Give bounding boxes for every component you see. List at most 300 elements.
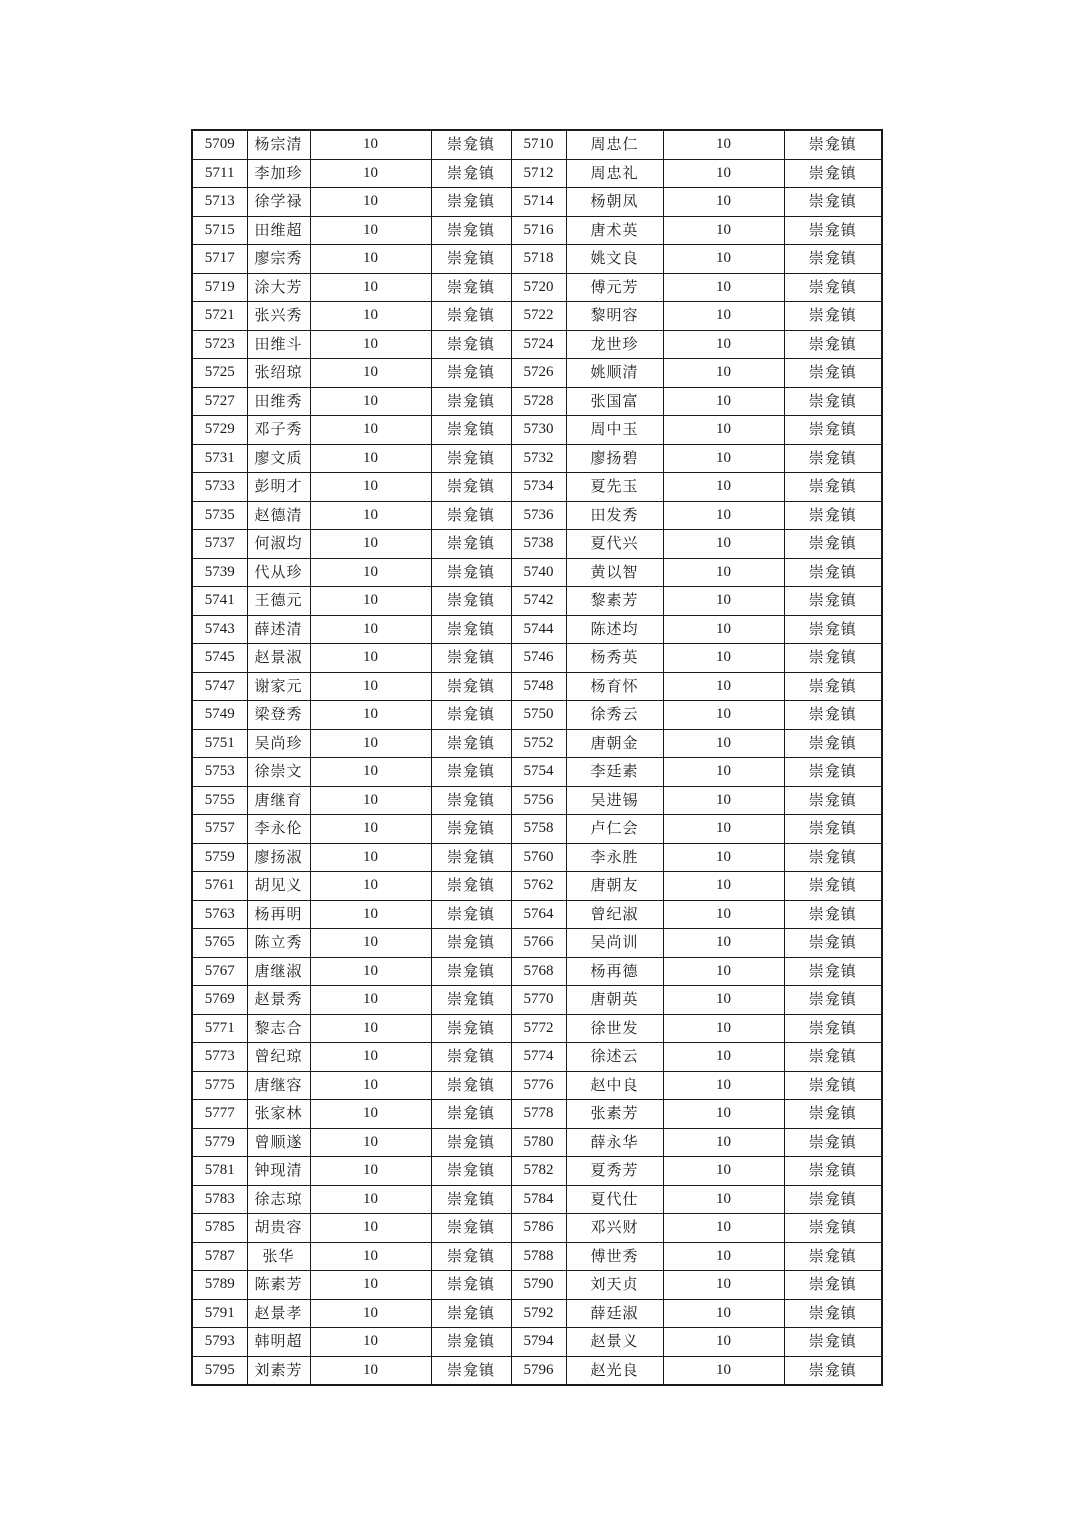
record-amount-left: 10 — [310, 644, 431, 673]
record-id-left: 5747 — [192, 672, 247, 701]
record-name-left: 唐继容 — [247, 1071, 310, 1100]
table-row — [192, 843, 882, 872]
record-name-right: 杨朝凤 — [566, 188, 663, 217]
record-town-right: 崇龛镇 — [784, 473, 882, 502]
record-town-right: 崇龛镇 — [784, 1242, 882, 1271]
record-amount-right: 10 — [663, 786, 784, 815]
record-town-left: 崇龛镇 — [431, 872, 511, 901]
record-amount-left: 10 — [310, 872, 431, 901]
record-id-right: 5720 — [511, 273, 566, 302]
record-id-left: 5757 — [192, 815, 247, 844]
record-id-left: 5775 — [192, 1071, 247, 1100]
record-town-right: 崇龛镇 — [784, 843, 882, 872]
record-id-left: 5755 — [192, 786, 247, 815]
table-row — [192, 130, 882, 159]
record-id-left: 5773 — [192, 1043, 247, 1072]
record-name-left: 曾纪琼 — [247, 1043, 310, 1072]
table-row — [192, 615, 882, 644]
record-name-left: 陈立秀 — [247, 929, 310, 958]
record-town-right: 崇龛镇 — [784, 815, 882, 844]
record-name-left: 黎志合 — [247, 1014, 310, 1043]
table-row — [192, 1356, 882, 1385]
record-amount-right: 10 — [663, 1185, 784, 1214]
record-name-left: 张兴秀 — [247, 302, 310, 331]
record-id-left: 5709 — [192, 130, 247, 159]
record-town-left: 崇龛镇 — [431, 558, 511, 587]
record-name-right: 赵中良 — [566, 1071, 663, 1100]
record-id-left: 5745 — [192, 644, 247, 673]
record-amount-left: 10 — [310, 957, 431, 986]
record-amount-left: 10 — [310, 815, 431, 844]
record-amount-right: 10 — [663, 1328, 784, 1357]
record-town-left: 崇龛镇 — [431, 986, 511, 1015]
record-id-right: 5760 — [511, 843, 566, 872]
record-name-left: 田维斗 — [247, 330, 310, 359]
record-id-left: 5749 — [192, 701, 247, 730]
record-name-left: 徐学禄 — [247, 188, 310, 217]
record-id-left: 5783 — [192, 1185, 247, 1214]
table-row — [192, 1128, 882, 1157]
table-row — [192, 1214, 882, 1243]
record-id-left: 5787 — [192, 1242, 247, 1271]
record-id-left: 5767 — [192, 957, 247, 986]
record-amount-left: 10 — [310, 330, 431, 359]
record-town-left: 崇龛镇 — [431, 1356, 511, 1385]
record-id-right: 5764 — [511, 900, 566, 929]
record-amount-left: 10 — [310, 729, 431, 758]
record-name-left: 杨再明 — [247, 900, 310, 929]
record-name-right: 夏代仕 — [566, 1185, 663, 1214]
table-row — [192, 444, 882, 473]
record-id-left: 5725 — [192, 359, 247, 388]
record-id-right: 5714 — [511, 188, 566, 217]
record-id-left: 5761 — [192, 872, 247, 901]
record-name-left: 田维超 — [247, 216, 310, 245]
record-amount-left: 10 — [310, 1128, 431, 1157]
table-row — [192, 1157, 882, 1186]
record-id-left: 5715 — [192, 216, 247, 245]
record-name-left: 彭明才 — [247, 473, 310, 502]
record-amount-left: 10 — [310, 444, 431, 473]
record-name-left: 胡见义 — [247, 872, 310, 901]
table-row — [192, 530, 882, 559]
record-name-left: 赵景孝 — [247, 1299, 310, 1328]
record-id-right: 5728 — [511, 387, 566, 416]
record-amount-right: 10 — [663, 188, 784, 217]
record-name-right: 唐朝金 — [566, 729, 663, 758]
record-name-right: 周忠仁 — [566, 130, 663, 159]
record-amount-right: 10 — [663, 758, 784, 787]
record-town-right: 崇龛镇 — [784, 330, 882, 359]
record-name-left: 韩明超 — [247, 1328, 310, 1357]
record-name-right: 周中玉 — [566, 416, 663, 445]
record-town-right: 崇龛镇 — [784, 615, 882, 644]
record-amount-left: 10 — [310, 672, 431, 701]
record-town-right: 崇龛镇 — [784, 444, 882, 473]
record-id-right: 5750 — [511, 701, 566, 730]
record-amount-right: 10 — [663, 273, 784, 302]
record-id-right: 5780 — [511, 1128, 566, 1157]
table-row — [192, 245, 882, 274]
record-id-right: 5788 — [511, 1242, 566, 1271]
record-amount-right: 10 — [663, 1157, 784, 1186]
record-id-right: 5758 — [511, 815, 566, 844]
record-id-left: 5741 — [192, 587, 247, 616]
record-amount-left: 10 — [310, 245, 431, 274]
record-amount-right: 10 — [663, 644, 784, 673]
record-id-right: 5740 — [511, 558, 566, 587]
record-id-left: 5739 — [192, 558, 247, 587]
record-town-left: 崇龛镇 — [431, 587, 511, 616]
record-id-right: 5748 — [511, 672, 566, 701]
record-id-right: 5774 — [511, 1043, 566, 1072]
record-amount-left: 10 — [310, 501, 431, 530]
record-id-right: 5736 — [511, 501, 566, 530]
record-name-right: 姚文良 — [566, 245, 663, 274]
record-amount-right: 10 — [663, 587, 784, 616]
record-town-left: 崇龛镇 — [431, 530, 511, 559]
record-id-left: 5769 — [192, 986, 247, 1015]
record-amount-right: 10 — [663, 359, 784, 388]
record-town-left: 崇龛镇 — [431, 701, 511, 730]
record-id-right: 5770 — [511, 986, 566, 1015]
record-town-left: 崇龛镇 — [431, 1242, 511, 1271]
record-town-right: 崇龛镇 — [784, 359, 882, 388]
record-id-right: 5726 — [511, 359, 566, 388]
record-name-right: 李廷素 — [566, 758, 663, 787]
record-town-right: 崇龛镇 — [784, 672, 882, 701]
record-town-right: 崇龛镇 — [784, 1128, 882, 1157]
table-row — [192, 1242, 882, 1271]
record-town-left: 崇龛镇 — [431, 1100, 511, 1129]
record-town-right: 崇龛镇 — [784, 1299, 882, 1328]
record-id-right: 5732 — [511, 444, 566, 473]
record-amount-right: 10 — [663, 843, 784, 872]
table-row — [192, 1100, 882, 1129]
table-row — [192, 501, 882, 530]
record-id-left: 5743 — [192, 615, 247, 644]
record-name-left: 杨宗清 — [247, 130, 310, 159]
record-town-left: 崇龛镇 — [431, 957, 511, 986]
record-name-left: 何淑均 — [247, 530, 310, 559]
record-id-left: 5785 — [192, 1214, 247, 1243]
record-id-right: 5762 — [511, 872, 566, 901]
record-id-left: 5777 — [192, 1100, 247, 1129]
record-id-left: 5711 — [192, 159, 247, 188]
record-town-right: 崇龛镇 — [784, 786, 882, 815]
table-row — [192, 330, 882, 359]
table-row — [192, 872, 882, 901]
record-id-right: 5772 — [511, 1014, 566, 1043]
record-name-right: 龙世珍 — [566, 330, 663, 359]
record-amount-right: 10 — [663, 302, 784, 331]
record-amount-right: 10 — [663, 387, 784, 416]
record-town-right: 崇龛镇 — [784, 188, 882, 217]
table-row — [192, 558, 882, 587]
record-amount-right: 10 — [663, 1014, 784, 1043]
record-amount-right: 10 — [663, 1271, 784, 1300]
record-town-right: 崇龛镇 — [784, 216, 882, 245]
record-amount-left: 10 — [310, 701, 431, 730]
record-id-right: 5712 — [511, 159, 566, 188]
record-id-left: 5729 — [192, 416, 247, 445]
record-amount-left: 10 — [310, 558, 431, 587]
record-amount-right: 10 — [663, 615, 784, 644]
record-id-right: 5754 — [511, 758, 566, 787]
record-id-left: 5751 — [192, 729, 247, 758]
record-town-left: 崇龛镇 — [431, 1271, 511, 1300]
record-id-left: 5723 — [192, 330, 247, 359]
record-amount-left: 10 — [310, 1043, 431, 1072]
record-name-left: 李永伦 — [247, 815, 310, 844]
record-name-left: 张华 — [247, 1242, 310, 1271]
roster-table — [191, 129, 883, 1386]
table-row — [192, 1043, 882, 1072]
record-id-right: 5746 — [511, 644, 566, 673]
record-id-right: 5752 — [511, 729, 566, 758]
record-town-left: 崇龛镇 — [431, 929, 511, 958]
table-row — [192, 416, 882, 445]
record-name-left: 赵景秀 — [247, 986, 310, 1015]
table-row — [192, 473, 882, 502]
table-row — [192, 159, 882, 188]
record-name-left: 徐崇文 — [247, 758, 310, 787]
record-town-left: 崇龛镇 — [431, 130, 511, 159]
record-amount-left: 10 — [310, 387, 431, 416]
record-town-right: 崇龛镇 — [784, 159, 882, 188]
record-name-right: 徐述云 — [566, 1043, 663, 1072]
record-name-left: 徐志琼 — [247, 1185, 310, 1214]
record-amount-right: 10 — [663, 900, 784, 929]
record-amount-left: 10 — [310, 1157, 431, 1186]
record-town-right: 崇龛镇 — [784, 530, 882, 559]
record-name-right: 徐秀云 — [566, 701, 663, 730]
record-amount-left: 10 — [310, 587, 431, 616]
record-name-right: 刘天贞 — [566, 1271, 663, 1300]
table-row — [192, 729, 882, 758]
record-town-left: 崇龛镇 — [431, 473, 511, 502]
record-town-right: 崇龛镇 — [784, 130, 882, 159]
record-amount-left: 10 — [310, 188, 431, 217]
record-amount-right: 10 — [663, 815, 784, 844]
record-town-left: 崇龛镇 — [431, 615, 511, 644]
record-name-right: 黎素芳 — [566, 587, 663, 616]
record-town-right: 崇龛镇 — [784, 587, 882, 616]
record-id-left: 5721 — [192, 302, 247, 331]
record-amount-left: 10 — [310, 1242, 431, 1271]
record-amount-right: 10 — [663, 672, 784, 701]
record-town-right: 崇龛镇 — [784, 1043, 882, 1072]
record-amount-right: 10 — [663, 1299, 784, 1328]
record-town-left: 崇龛镇 — [431, 159, 511, 188]
record-town-right: 崇龛镇 — [784, 957, 882, 986]
record-name-left: 王德元 — [247, 587, 310, 616]
record-id-right: 5768 — [511, 957, 566, 986]
record-town-left: 崇龛镇 — [431, 444, 511, 473]
record-amount-left: 10 — [310, 159, 431, 188]
record-town-right: 崇龛镇 — [784, 1014, 882, 1043]
record-name-right: 姚顺清 — [566, 359, 663, 388]
record-name-left: 张家林 — [247, 1100, 310, 1129]
record-id-left: 5795 — [192, 1356, 247, 1385]
record-amount-right: 10 — [663, 558, 784, 587]
record-town-left: 崇龛镇 — [431, 786, 511, 815]
record-town-left: 崇龛镇 — [431, 1157, 511, 1186]
record-town-left: 崇龛镇 — [431, 359, 511, 388]
record-name-left: 谢家元 — [247, 672, 310, 701]
record-amount-left: 10 — [310, 130, 431, 159]
table-row — [192, 273, 882, 302]
record-town-left: 崇龛镇 — [431, 216, 511, 245]
record-town-left: 崇龛镇 — [431, 729, 511, 758]
record-id-right: 5776 — [511, 1071, 566, 1100]
record-amount-right: 10 — [663, 1100, 784, 1129]
record-id-right: 5792 — [511, 1299, 566, 1328]
record-amount-right: 10 — [663, 1214, 784, 1243]
record-town-right: 崇龛镇 — [784, 900, 882, 929]
record-amount-left: 10 — [310, 1185, 431, 1214]
record-id-left: 5735 — [192, 501, 247, 530]
record-id-left: 5753 — [192, 758, 247, 787]
record-name-right: 李永胜 — [566, 843, 663, 872]
record-town-left: 崇龛镇 — [431, 900, 511, 929]
record-id-left: 5793 — [192, 1328, 247, 1357]
record-town-left: 崇龛镇 — [431, 1328, 511, 1357]
record-name-right: 薛永华 — [566, 1128, 663, 1157]
record-id-right: 5778 — [511, 1100, 566, 1129]
record-town-right: 崇龛镇 — [784, 273, 882, 302]
record-name-right: 周忠礼 — [566, 159, 663, 188]
table-row — [192, 1185, 882, 1214]
record-id-left: 5731 — [192, 444, 247, 473]
record-town-right: 崇龛镇 — [784, 387, 882, 416]
record-town-right: 崇龛镇 — [784, 758, 882, 787]
record-amount-right: 10 — [663, 330, 784, 359]
record-amount-right: 10 — [663, 444, 784, 473]
record-amount-right: 10 — [663, 929, 784, 958]
record-amount-right: 10 — [663, 1128, 784, 1157]
record-id-left: 5719 — [192, 273, 247, 302]
record-amount-left: 10 — [310, 1328, 431, 1357]
record-town-right: 崇龛镇 — [784, 558, 882, 587]
record-town-left: 崇龛镇 — [431, 1128, 511, 1157]
record-amount-right: 10 — [663, 159, 784, 188]
table-row — [192, 957, 882, 986]
record-town-right: 崇龛镇 — [784, 701, 882, 730]
record-amount-right: 10 — [663, 501, 784, 530]
record-id-right: 5756 — [511, 786, 566, 815]
record-town-right: 崇龛镇 — [784, 1185, 882, 1214]
record-name-right: 傅世秀 — [566, 1242, 663, 1271]
table-row — [192, 758, 882, 787]
record-amount-left: 10 — [310, 416, 431, 445]
record-name-right: 张国富 — [566, 387, 663, 416]
table-row — [192, 672, 882, 701]
record-name-right: 薛廷淑 — [566, 1299, 663, 1328]
record-name-left: 廖扬淑 — [247, 843, 310, 872]
record-amount-left: 10 — [310, 1299, 431, 1328]
table-row — [192, 1328, 882, 1357]
record-id-left: 5737 — [192, 530, 247, 559]
record-id-right: 5734 — [511, 473, 566, 502]
record-name-right: 傅元芳 — [566, 273, 663, 302]
record-town-right: 崇龛镇 — [784, 302, 882, 331]
record-id-left: 5717 — [192, 245, 247, 274]
record-id-left: 5727 — [192, 387, 247, 416]
record-town-right: 崇龛镇 — [784, 1271, 882, 1300]
record-id-right: 5710 — [511, 130, 566, 159]
record-amount-left: 10 — [310, 900, 431, 929]
table-row — [192, 900, 882, 929]
record-name-left: 廖文质 — [247, 444, 310, 473]
record-town-left: 崇龛镇 — [431, 1071, 511, 1100]
record-name-left: 赵景淑 — [247, 644, 310, 673]
record-id-right: 5724 — [511, 330, 566, 359]
record-amount-left: 10 — [310, 1014, 431, 1043]
table-row — [192, 587, 882, 616]
record-id-left: 5763 — [192, 900, 247, 929]
record-amount-left: 10 — [310, 473, 431, 502]
record-town-left: 崇龛镇 — [431, 1185, 511, 1214]
record-name-right: 杨再德 — [566, 957, 663, 986]
record-town-right: 崇龛镇 — [784, 1356, 882, 1385]
record-id-left: 5713 — [192, 188, 247, 217]
table-row — [192, 1299, 882, 1328]
record-town-right: 崇龛镇 — [784, 644, 882, 673]
record-name-right: 夏先玉 — [566, 473, 663, 502]
table-row — [192, 929, 882, 958]
record-amount-left: 10 — [310, 986, 431, 1015]
record-name-right: 夏代兴 — [566, 530, 663, 559]
record-name-left: 唐继淑 — [247, 957, 310, 986]
record-amount-left: 10 — [310, 273, 431, 302]
record-town-left: 崇龛镇 — [431, 330, 511, 359]
record-amount-left: 10 — [310, 359, 431, 388]
record-amount-left: 10 — [310, 530, 431, 559]
record-name-left: 赵德清 — [247, 501, 310, 530]
table-row — [192, 986, 882, 1015]
record-amount-left: 10 — [310, 758, 431, 787]
record-name-left: 钟现清 — [247, 1157, 310, 1186]
table-row — [192, 359, 882, 388]
record-town-left: 崇龛镇 — [431, 273, 511, 302]
record-name-right: 邓兴财 — [566, 1214, 663, 1243]
table-row — [192, 701, 882, 730]
record-name-right: 黄以智 — [566, 558, 663, 587]
record-town-right: 崇龛镇 — [784, 1328, 882, 1357]
record-id-left: 5765 — [192, 929, 247, 958]
record-id-left: 5759 — [192, 843, 247, 872]
record-amount-right: 10 — [663, 245, 784, 274]
record-town-left: 崇龛镇 — [431, 416, 511, 445]
record-town-left: 崇龛镇 — [431, 1043, 511, 1072]
record-town-right: 崇龛镇 — [784, 501, 882, 530]
record-town-right: 崇龛镇 — [784, 1157, 882, 1186]
record-name-left: 吴尚珍 — [247, 729, 310, 758]
record-amount-left: 10 — [310, 1071, 431, 1100]
record-town-left: 崇龛镇 — [431, 501, 511, 530]
record-id-left: 5781 — [192, 1157, 247, 1186]
record-id-right: 5718 — [511, 245, 566, 274]
record-id-right: 5782 — [511, 1157, 566, 1186]
record-amount-right: 10 — [663, 1071, 784, 1100]
record-town-right: 崇龛镇 — [784, 1214, 882, 1243]
record-name-left: 廖宗秀 — [247, 245, 310, 274]
record-name-left: 代从珍 — [247, 558, 310, 587]
record-name-left: 李加珍 — [247, 159, 310, 188]
record-id-right: 5786 — [511, 1214, 566, 1243]
record-town-right: 崇龛镇 — [784, 1100, 882, 1129]
